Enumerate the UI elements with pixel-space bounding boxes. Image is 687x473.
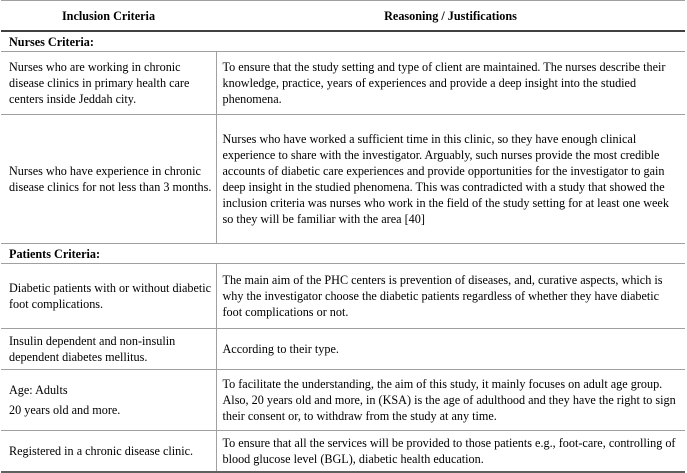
criterion-cell: Registered in a chronic disease clinic. xyxy=(1,431,216,473)
header-reasoning-justifications: Reasoning / Justifications xyxy=(216,1,685,32)
section-row-patients xyxy=(1,244,685,264)
reason-cell: According to their type. xyxy=(216,329,685,370)
reason-cell: Nurses who have worked a sufficient time in this clinic, so they have enough clinical experience to share with the investigator. Arguably, such nurses provide the most credible accounts of diabetic care experiences and provide opportunities for the investigator to gain deep insight in the studied phenomena. This was contradicted with a study that showed the inclusion criteria was nurses who work in the field of the study setting for at least one week so they will be familiar with the area [40] xyxy=(216,115,685,244)
criterion-age-range: 20 years old and more. xyxy=(9,403,121,417)
section-title-nurses: Nurses Criteria: xyxy=(1,31,685,52)
table-row xyxy=(1,431,685,473)
table-row xyxy=(1,370,685,431)
section-title-patients: Patients Criteria: xyxy=(1,244,685,264)
reason-cell: The main aim of the PHC centers is prevention of diseases, and, curative aspects, which is why the investigator choose the diabetic patients regardless of whether they have diabetic foot complications or not. xyxy=(216,264,685,329)
reason-cell: To ensure that all the services will be provided to those patients e.g., foot-care, controlling of blood glucose level (BGL), diabetic health education. xyxy=(216,431,685,473)
table-row xyxy=(1,52,685,115)
table-row xyxy=(1,264,685,329)
table-row xyxy=(1,115,685,244)
criterion-cell: Insulin dependent and non-insulin dependent diabetes mellitus. xyxy=(1,329,216,370)
reason-cell: To ensure that the study setting and type of client are maintained. The nurses describe their knowledge, practice, years of experiences and provide a deep insight into the studied phenomena. xyxy=(216,52,685,115)
criterion-age-line: Age: Adults xyxy=(9,383,68,397)
criterion-cell: Nurses who are working in chronic disease clinics in primary health care centers inside Jeddah city. xyxy=(1,52,216,115)
table-row xyxy=(1,329,685,370)
table-header-row xyxy=(1,1,685,32)
criterion-cell xyxy=(1,370,216,431)
criterion-cell: Diabetic patients with or without diabetic foot complications. xyxy=(1,264,216,329)
reason-cell: To facilitate the understanding, the aim of this study, it mainly focuses on adult age group. Also, 20 years old and more, in (KSA) is the age of adulthood and they have the right to sign their consent or, to withdraw from the study at any time. xyxy=(216,370,685,431)
section-row-nurses xyxy=(1,31,685,52)
criterion-cell: Nurses who have experience in chronic disease clinics for not less than 3 months. xyxy=(1,115,216,244)
header-inclusion-criteria: Inclusion Criteria xyxy=(1,1,216,32)
inclusion-criteria-table xyxy=(1,0,685,473)
